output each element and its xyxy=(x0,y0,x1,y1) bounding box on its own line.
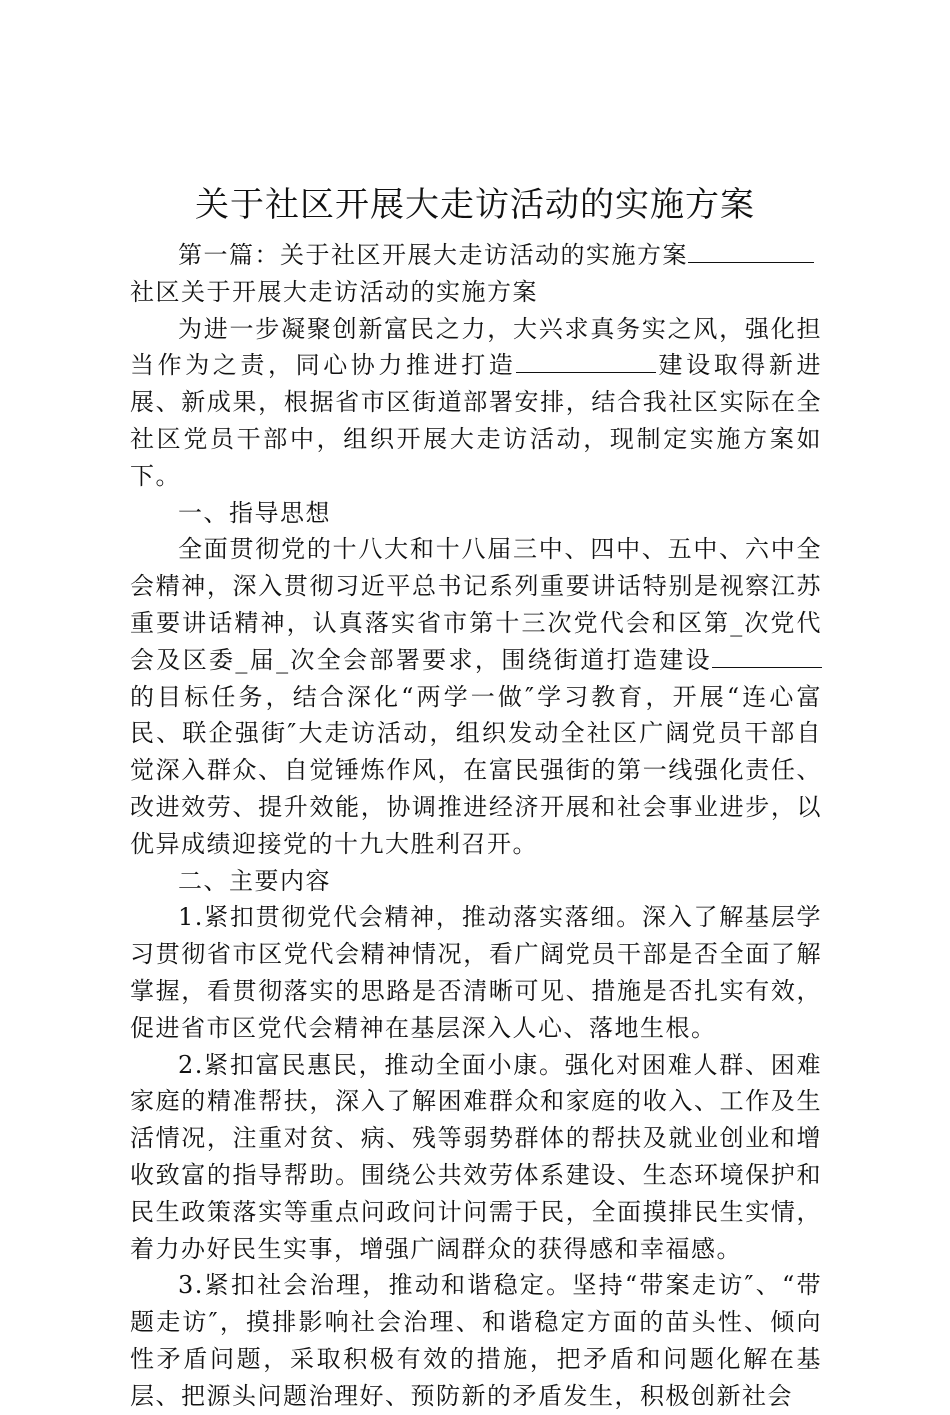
section-heading-2: 二、主要内容 xyxy=(178,866,331,895)
intro-text-b: 建设取得新进展、新成果，根据省市区街道部署安排，结合我社区实际在全社区党员干部中，组织开展大走访活动，现制定实施方案如下。 xyxy=(130,351,823,490)
paragraph-item-3: 3.紧扣社会治理，推动和谐稳定。坚持“带案走访″、“带题走访″，摸排影响社会治理、和谐稳定方面的苗头性、倾向性矛盾问题，采取积极有效的措施，把矛盾和问题化解在基层、把源头问题治理好、预防新的矛盾发生，积极创新社会 xyxy=(130,1271,822,1410)
guiding-text-b: 的目标任务，结合深化“两学一做″学习教育，开展“连心富民、联企强街″大走访活动，组织发动全社区广阔党员干部自觉深入群众、自觉锤炼作风，在富民强街的第一线强化责任、改进效劳、提升效能，协调推进经济开展和社会事业进步，以优异成绩迎接党的十九大胜利召开。 xyxy=(130,682,822,858)
guiding-text-a: 全面贯彻党的十八大和十八届三中、四中、五中、六中全会精神，深入贯彻习近平总书记系列重要讲话特别是视察江苏重要讲话精神，认真落实省市第十三次党代会和区第_次党代会及区委_届_次全会部署要求，围绕街道打造建设 xyxy=(130,535,822,674)
section-heading-1: 一、指导思想 xyxy=(178,498,331,527)
fill-in-blank xyxy=(688,240,814,263)
document-body xyxy=(130,237,822,1415)
paragraph-subtitle: 社区关于开展大走访活动的实施方案 xyxy=(130,277,538,306)
paragraph-item-1: 1.紧扣贯彻党代会精神，推动落实落细。深入了解基层学习贯彻省市区党代会精神情况，看广阔党员干部是否全面了解掌握，看贯彻落实的思路是否清晰可见、措施是否扎实有效，促进省市区党代会精神在基层深入人心、落地生根。 xyxy=(130,903,822,1042)
paragraph-guiding xyxy=(130,531,822,862)
document-title: 关于社区开展大走访活动的实施方案 xyxy=(195,185,755,225)
fill-in-blank xyxy=(712,645,822,668)
first-line-prefix: 第一篇：关于社区开展大走访活动的实施方案 xyxy=(178,241,688,269)
intro-text-a: 为进一步凝聚创新富民之力，大兴求真务实之风，强化担当作为之责，同心协力推进打造 xyxy=(130,314,822,380)
fill-in-blank xyxy=(516,350,656,373)
paragraph-intro xyxy=(130,311,822,495)
paragraph-item-2: 2.紧扣富民惠民，推动全面小康。强化对困难人群、困难家庭的精准帮扶，深入了解困难群众和家庭的收入、工作及生活情况，注重对贫、病、残等弱势群体的帮扶及就业创业和增收致富的指导帮助。围绕公共效劳体系建设、生态环境保护和民生政策落实等重点问政问计问需于民，全面摸排民生实情，着力办好民生实事，增强广阔群众的获得感和幸福感。 xyxy=(130,1050,822,1263)
paragraph-first-line xyxy=(130,237,822,274)
